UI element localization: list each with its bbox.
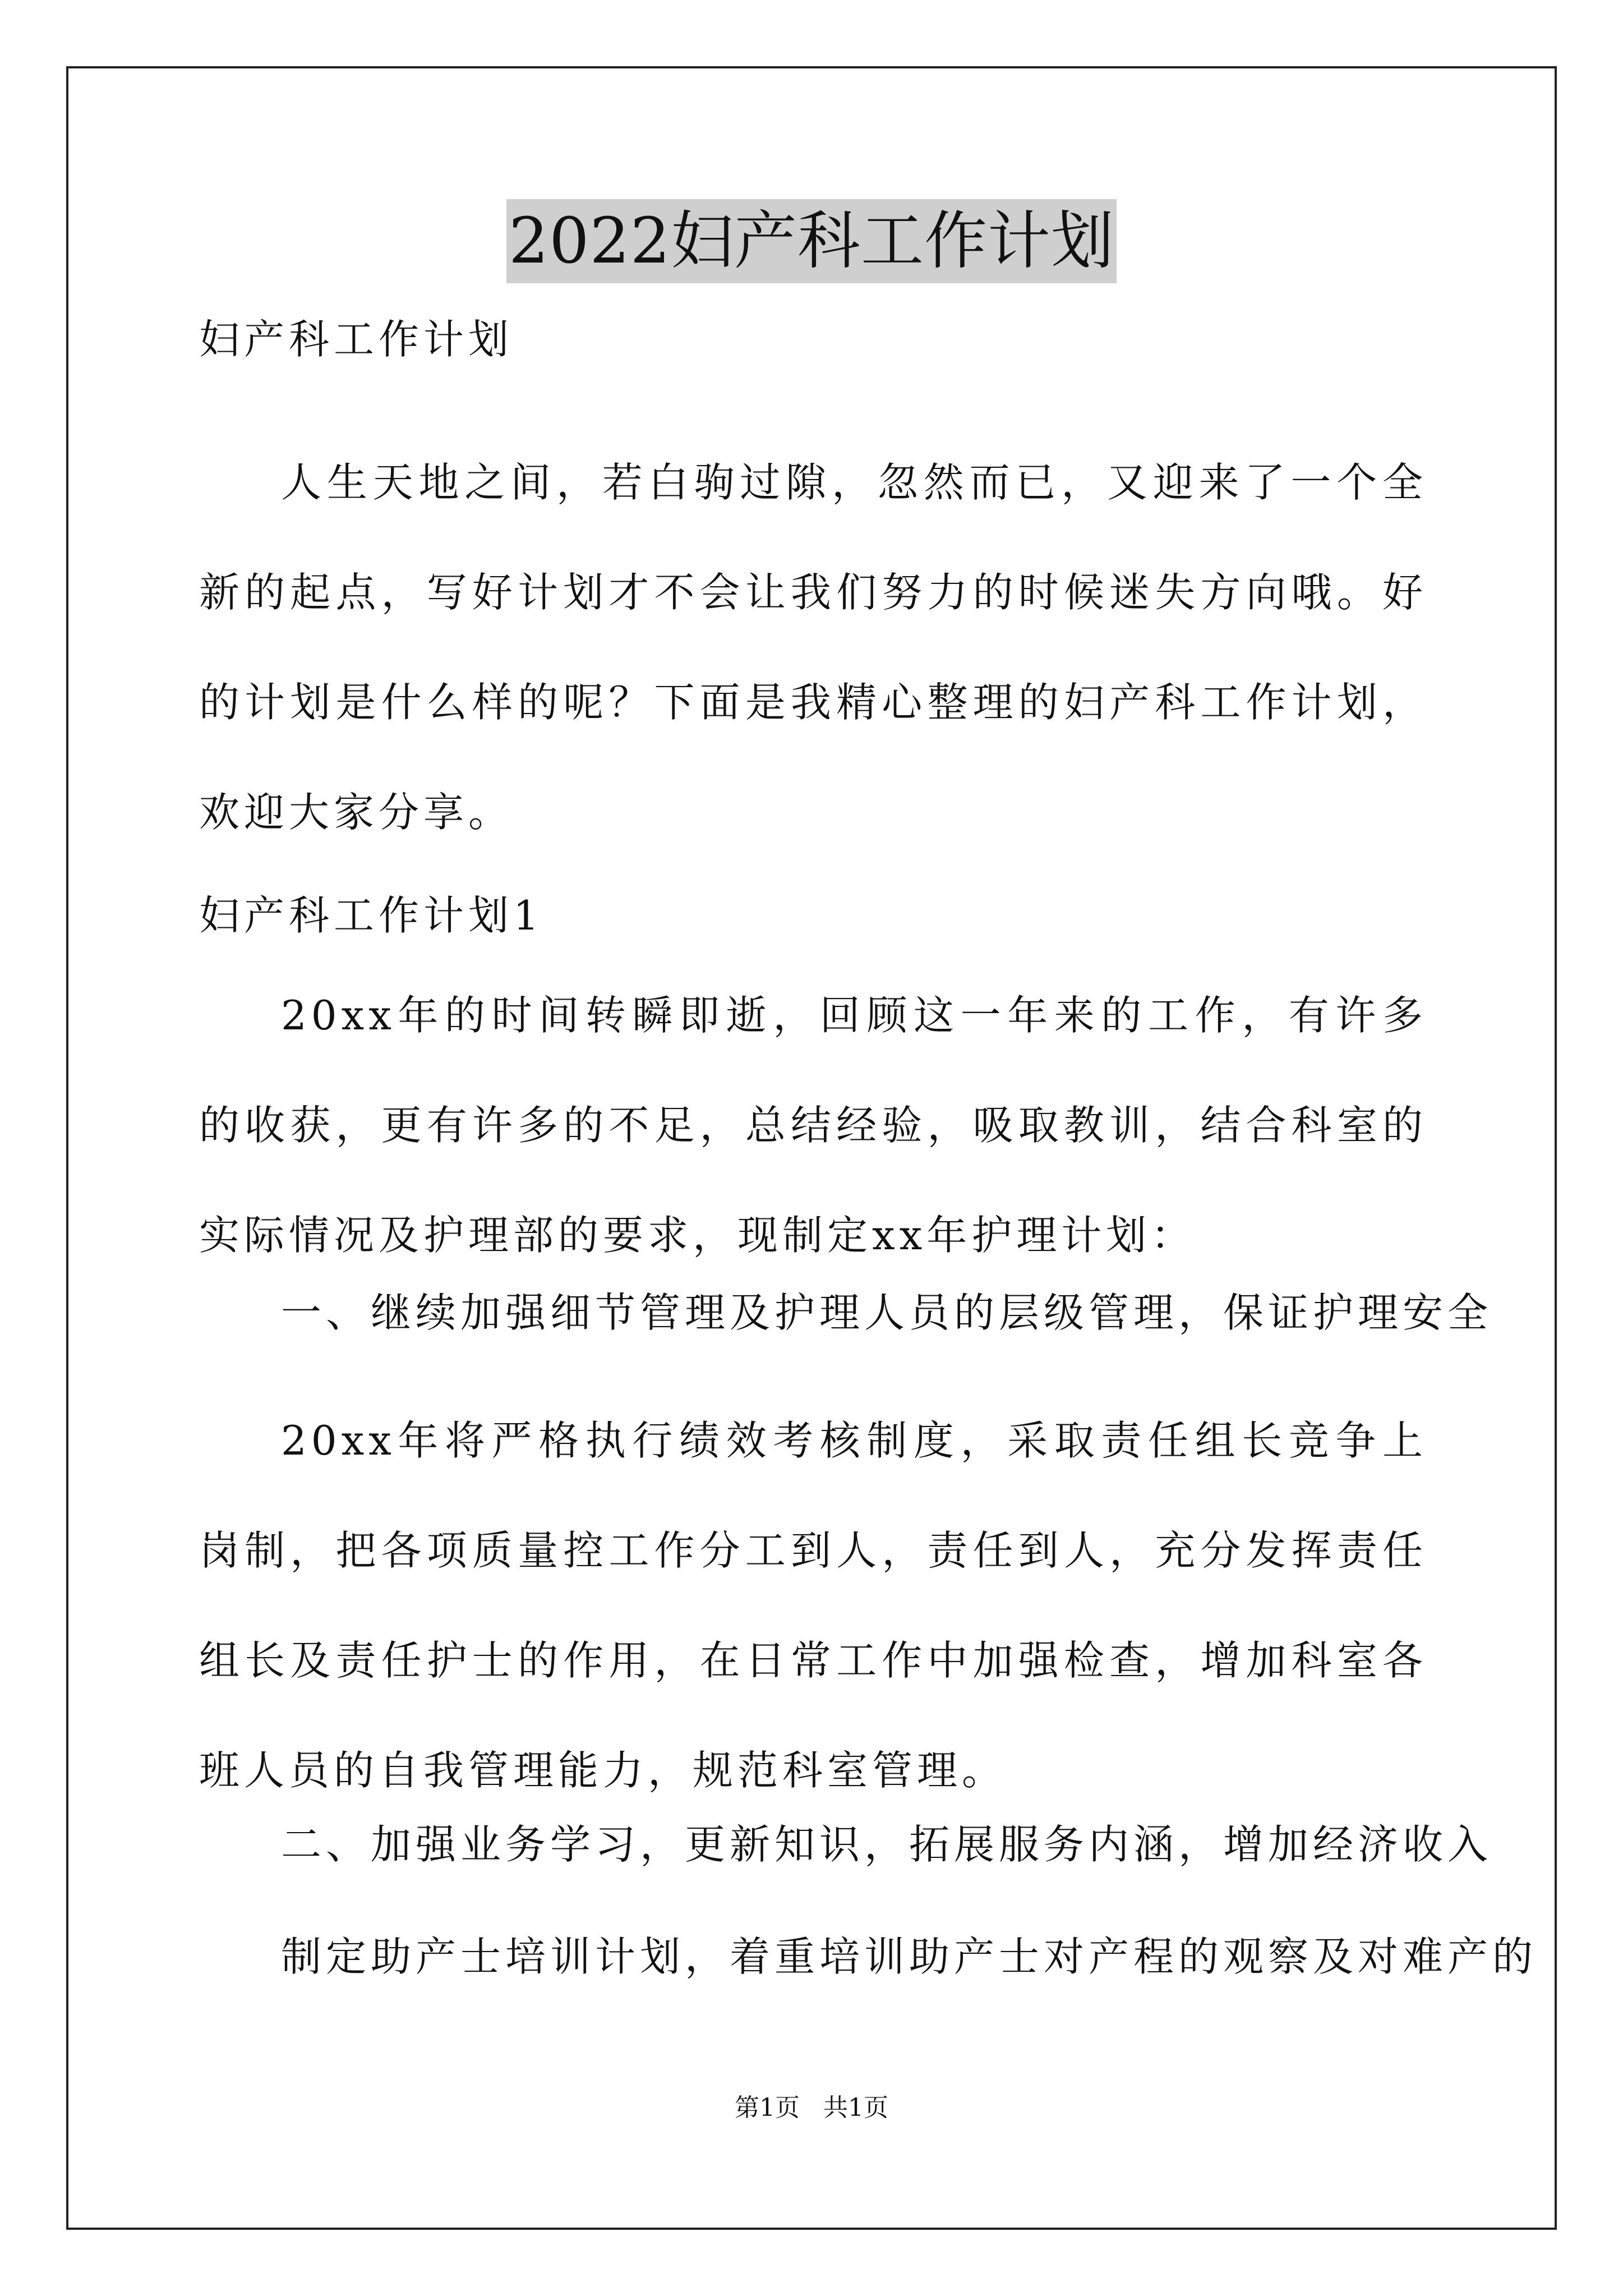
- item-body-1: 20xx年将严格执行绩效考核制度，采取责任组长竞争上岗制，把各项质量控工作分工到人，责任到人，充分发挥责任组长及责任护士的作用，在日常工作中加强检查，增加科室各班人员的自我管理能力，规范科室管理。: [199, 1417, 1427, 1794]
- page-total: 共1页: [823, 2093, 888, 2122]
- document-subtitle: 妇产科工作计划: [199, 316, 514, 363]
- title-container: [0, 199, 1623, 283]
- page-footer: [0, 2091, 1623, 2125]
- item-body-2: 制定助产士培训计划，着重培训助产士对产程的观察及对难产的: [281, 1933, 1538, 1980]
- section-paragraph: 20xx年的时间转瞬即逝，回顾这一年来的工作，有许多的收获，更有许多的不足，总结经验，吸取教训，结合科室的实际情况及护理部的要求，现制定xx年护理计划：: [199, 992, 1427, 1259]
- document-title: 2022妇产科工作计划: [506, 199, 1117, 283]
- item-heading-1: 一、继续加强细节管理及护理人员的层级管理，保证护理安全: [281, 1289, 1493, 1336]
- page-number: 第1页: [735, 2093, 800, 2122]
- item-heading-2: 二、加强业务学习，更新知识，拓展服务内涵，增加经济收入: [281, 1821, 1493, 1868]
- intro-paragraph: 人生天地之间，若白驹过隙，忽然而已，又迎来了一个全新的起点，写好计划才不会让我们努力的时候迷失方向哦。好的计划是什么样的呢？下面是我精心整理的妇产科工作计划，欢迎大家分享。: [199, 459, 1427, 836]
- section-heading: 妇产科工作计划1: [199, 892, 543, 939]
